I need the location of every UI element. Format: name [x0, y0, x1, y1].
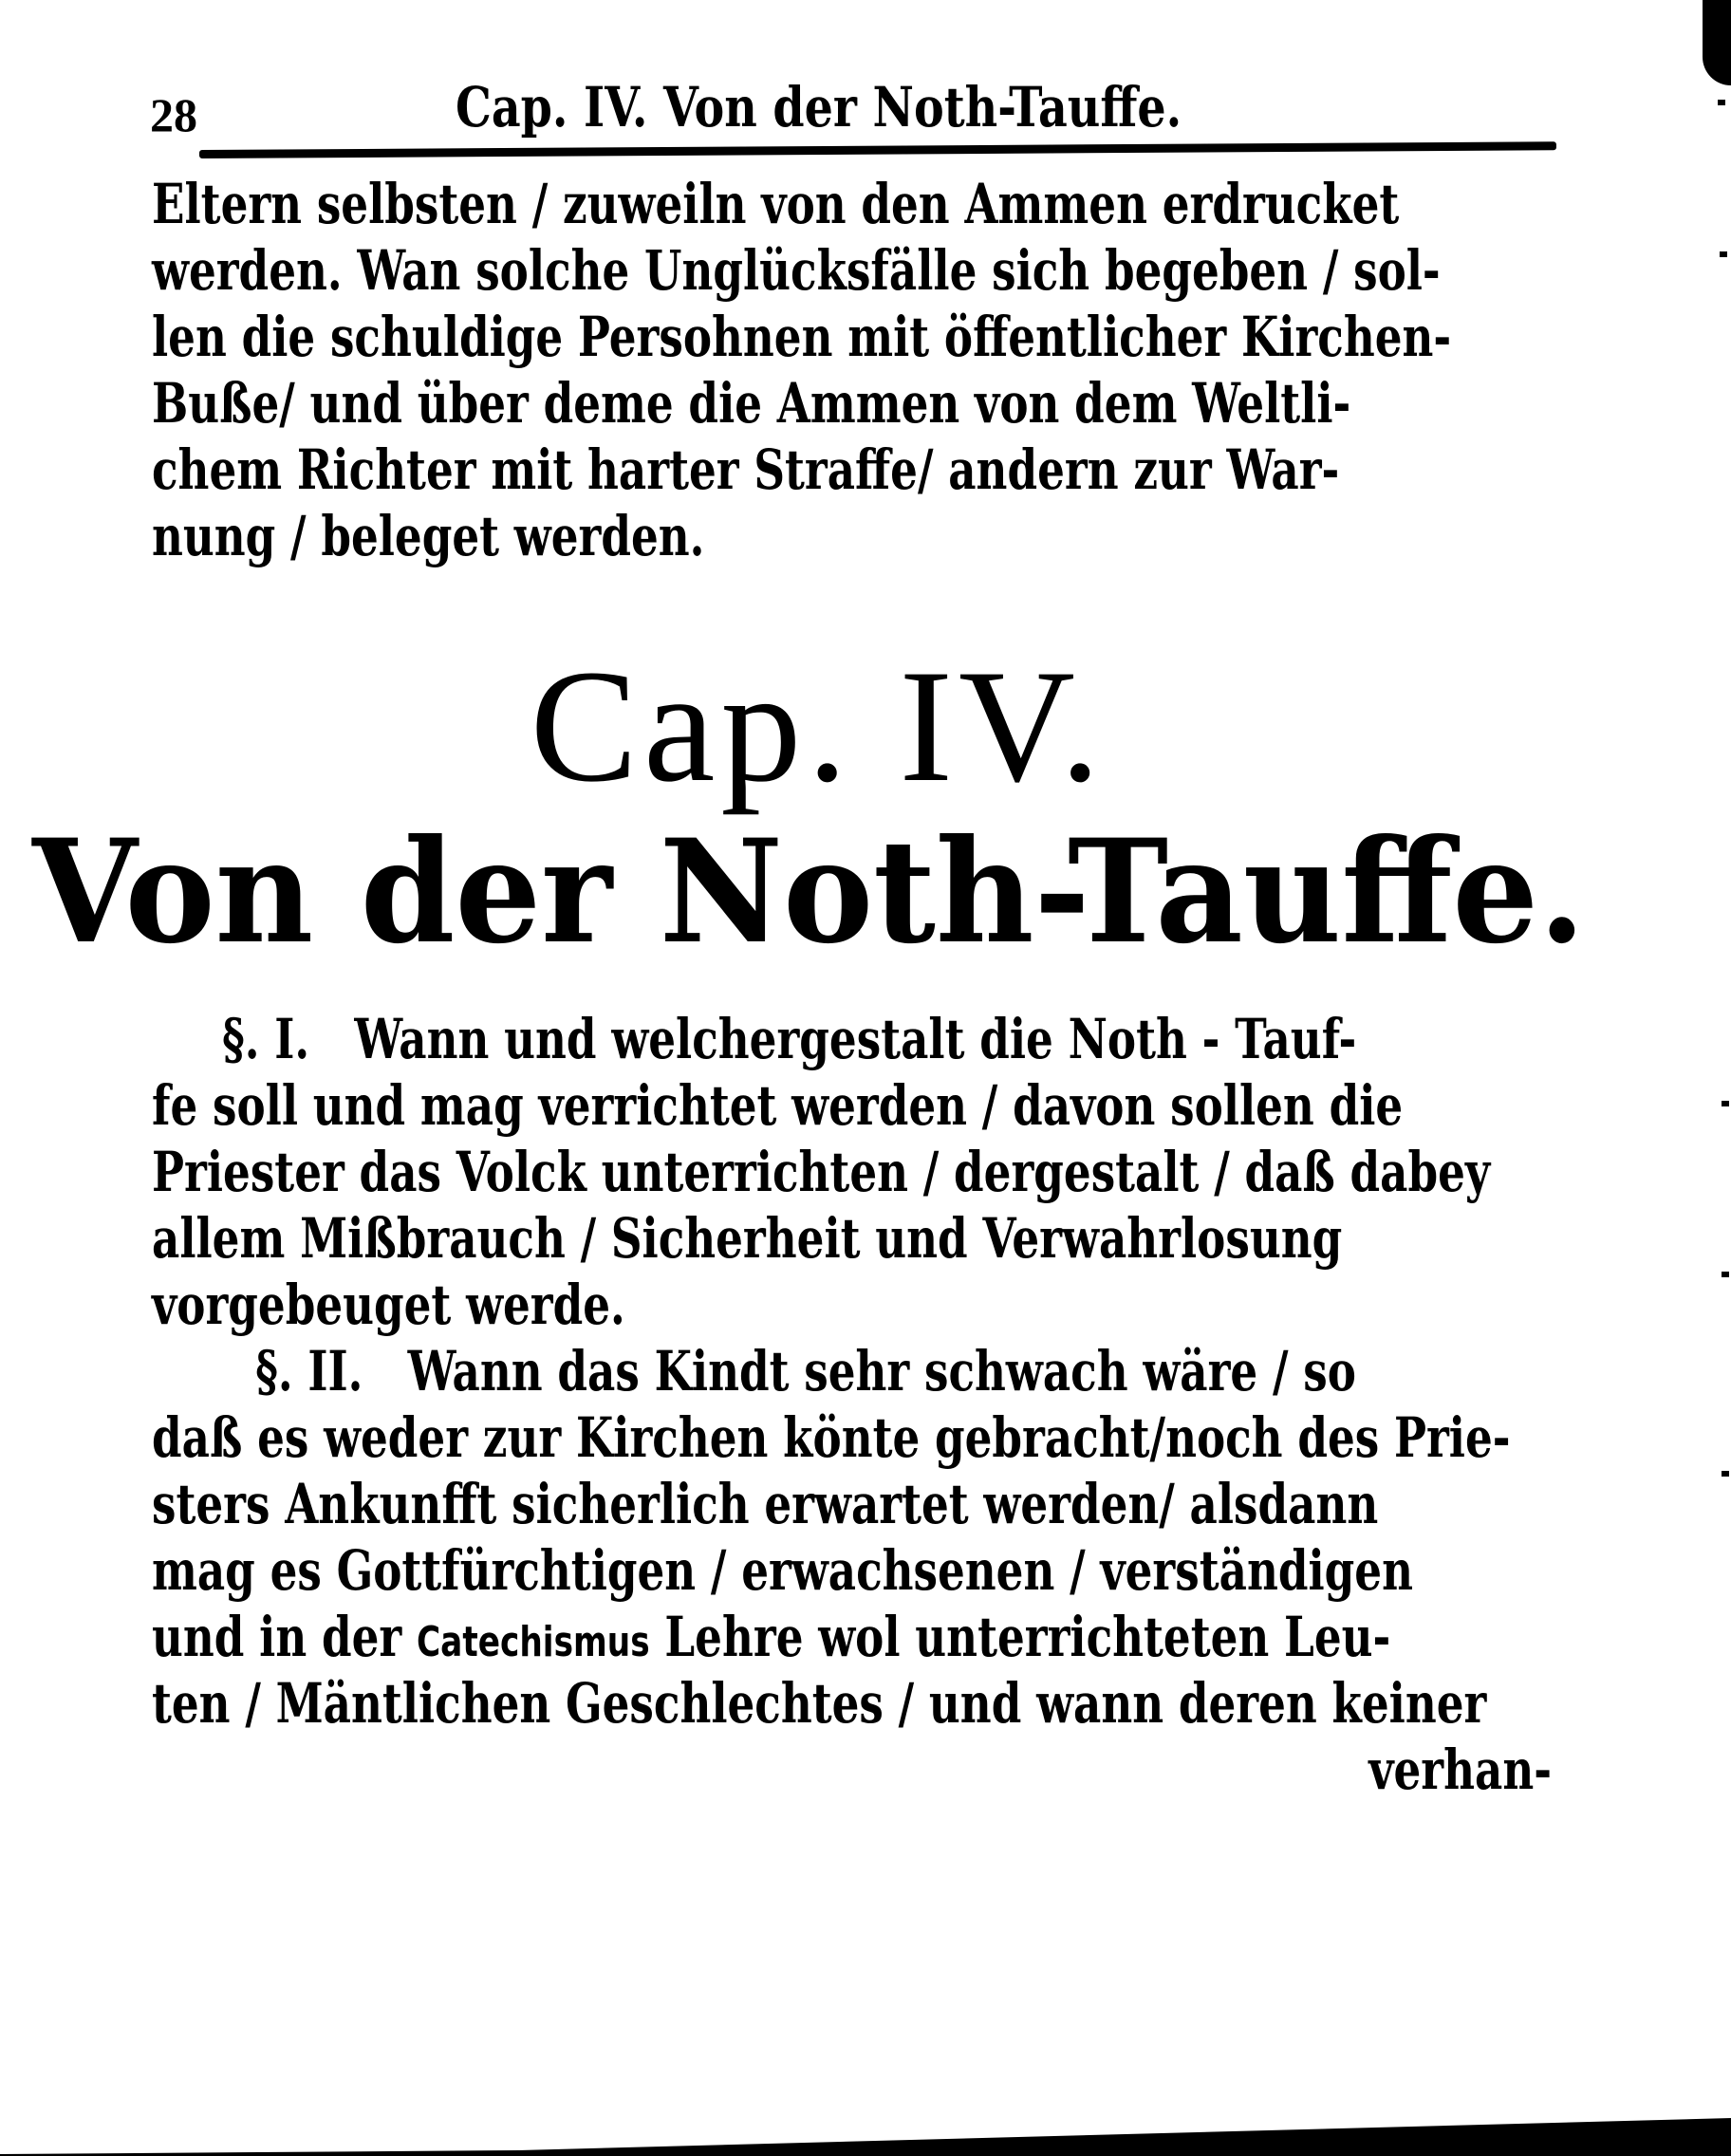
text-line: und in der Catechismus Lehre wol unterrichteten Leu-: [152, 1605, 1391, 1669]
latin-word: Catechismus: [416, 1618, 650, 1666]
scan-edge-bottom: [0, 2118, 1731, 2156]
section-2: [152, 1338, 1552, 1803]
section-label: §. I.: [222, 1007, 310, 1071]
intro-paragraph: [152, 171, 1552, 569]
text-line: len die schuldige Persohnen mit öffentlicher Kirchen-: [152, 305, 1452, 369]
section-label: §. II.: [255, 1339, 363, 1403]
chapter-title: [0, 808, 1674, 976]
scan-speck: [1722, 1471, 1729, 1477]
text-line: nung / beleget werden.: [152, 504, 705, 568]
text-line: Eltern selbsten / zuweiln von den Ammen erdrucket: [152, 172, 1400, 236]
chapter-number: Cap. IV.: [530, 637, 1107, 815]
catchword: verhan-: [1368, 1738, 1552, 1802]
text-line: Wann das Kindt sehr schwach wäre / so: [407, 1339, 1356, 1403]
scan-edge-shadow: [1703, 0, 1731, 85]
text-line: Priester das Volck unterrichten / dergestalt / daß dabey: [152, 1140, 1491, 1204]
scan-speck: [1718, 100, 1725, 105]
text-line: sters Ankunfft sicherlich erwartet werden/ alsdann: [152, 1472, 1379, 1536]
text-line: fe soll und mag verrichtet werden / davon sollen die: [152, 1073, 1404, 1138]
chapter-title-text: Von der Noth-Tauffe.: [31, 808, 1586, 976]
text-line: vorgebeuget werde.: [152, 1273, 625, 1337]
running-head-title: Cap. IV. Von der Noth-Tauffe.: [456, 75, 1182, 139]
text-line: daß es weder zur Kirchen könte gebracht/noch des Prie-: [152, 1405, 1511, 1470]
text-line: chem Richter mit harter Straffe/ andern zur War-: [152, 437, 1340, 502]
section-first-line: [152, 1338, 1356, 1404]
text-line: Buße/ und über deme die Ammen von dem Weltli-: [152, 371, 1351, 436]
section-1: [152, 1006, 1552, 1338]
text-line: mag es Gottfürchtigen / erwachsenen / verständigen: [152, 1538, 1413, 1603]
text-line: ten / Mäntlichen Geschlechtes / und wann deren keiner: [152, 1671, 1487, 1736]
scan-speck: [1722, 1272, 1729, 1277]
running-head: [142, 66, 1566, 152]
scan-speck: [1722, 1101, 1729, 1106]
text-line: werden. Wan solche Unglücksfälle sich begeben / sol-: [152, 238, 1441, 303]
scan-speck: [1720, 251, 1727, 257]
page-number: 28: [150, 88, 197, 141]
text-line: allem Mißbrauch / Sicherheit und Verwahrlosung: [152, 1206, 1343, 1271]
text-line: Wann und welchergestalt die Noth - Tauf-: [354, 1007, 1357, 1071]
section-first-line: [152, 1006, 1357, 1072]
